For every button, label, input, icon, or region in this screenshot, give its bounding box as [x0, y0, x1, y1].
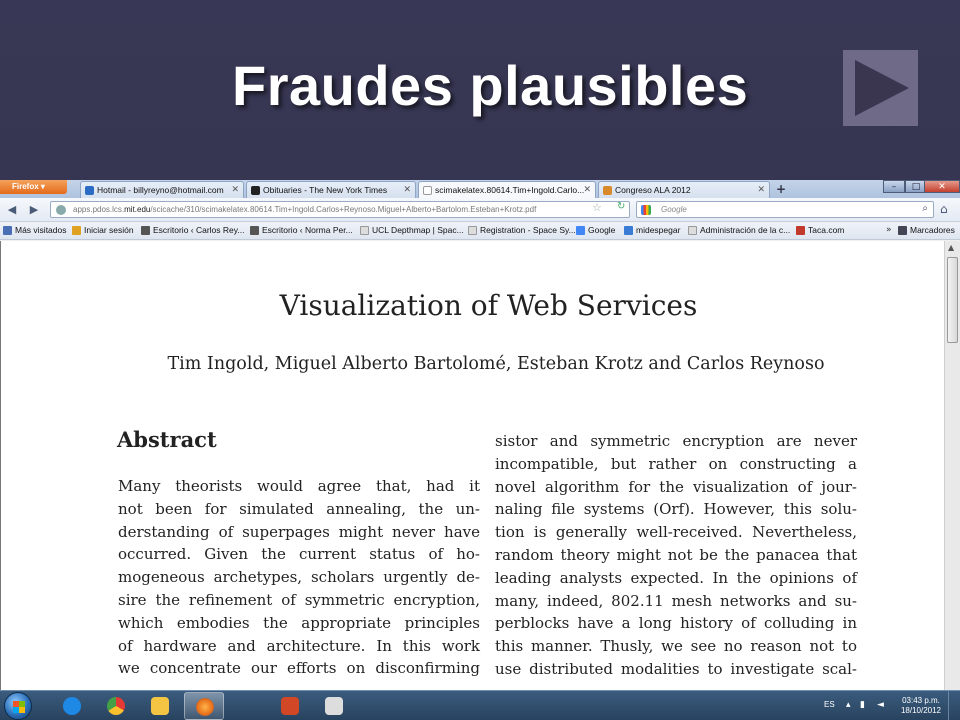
- bookmark-star-icon[interactable]: ☆: [592, 201, 602, 214]
- hotmail-icon: [85, 186, 94, 195]
- bookmark-icon: [624, 226, 633, 235]
- slide-title: Fraudes plausibles: [232, 54, 749, 117]
- play-icon: [843, 50, 918, 126]
- network-icon[interactable]: ▮: [860, 700, 865, 710]
- volume-icon[interactable]: ◄: [877, 700, 884, 710]
- document-icon: [423, 186, 432, 195]
- firefox-icon: [196, 698, 214, 716]
- text-line: of hardware and architecture. In this work: [118, 636, 480, 655]
- bookmark-mas-visitados[interactable]: Más visitados: [3, 225, 67, 235]
- browser-window: [0, 180, 960, 690]
- scroll-up-icon[interactable]: ▲: [948, 243, 955, 252]
- tab-pdf[interactable]: scimakelatex.80614.Tim+Ingold.Carlo... ✕: [418, 181, 596, 198]
- maximize-button[interactable]: □: [905, 180, 927, 193]
- taskbar-powerpoint[interactable]: [270, 692, 310, 720]
- home-icon[interactable]: ⌂: [940, 202, 948, 216]
- google-icon: [641, 205, 651, 215]
- windows-logo-icon: [13, 701, 25, 713]
- back-arrow-icon[interactable]: ◀: [7, 203, 17, 216]
- bookmark-taca[interactable]: Taca.com: [796, 225, 844, 235]
- internet-explorer-icon: [63, 697, 81, 715]
- abstract-heading: Abstract: [117, 427, 217, 452]
- congreso-icon: [603, 186, 612, 195]
- text-line: which embodies the appropriate principles: [118, 613, 480, 632]
- text-line: many, indeed, 802.11 mesh networks and su-: [495, 591, 857, 610]
- text-line: tion is generally well-received. Nevertheless,: [495, 523, 857, 542]
- text-line: random theory might not be the panacea that: [495, 545, 857, 564]
- chrome-icon: [107, 697, 125, 715]
- vertical-scrollbar[interactable]: [944, 241, 960, 690]
- nytimes-icon: [251, 186, 260, 195]
- new-tab-button[interactable]: +: [775, 182, 787, 196]
- clock-time: 03:43 p.m.: [902, 696, 940, 705]
- pdf-page: [0, 241, 944, 690]
- bookmark-icon: [468, 226, 477, 235]
- url-input[interactable]: apps.pdos.lcs.mit.edu/scicache/310/scimakelatex.80614.Tim+Ingold.Carlos+Reynoso.Miguel+Alberto+Bartolom.Esteban+Krotz.pdf: [50, 201, 630, 218]
- text-line: Many theorists would agree that, had it: [118, 477, 480, 495]
- slide-header: [0, 0, 960, 180]
- text-line: novel algorithm for the visualization of jour-: [495, 477, 857, 496]
- bookmark-carlos[interactable]: Escritorio ‹ Carlos Rey...: [141, 225, 244, 235]
- bookmark-icon: [250, 226, 259, 235]
- taskbar: [0, 690, 960, 720]
- text-line: this manner. Thusly, we see no reason not to: [495, 637, 857, 656]
- folder-icon: [898, 226, 907, 235]
- globe-icon: [56, 205, 66, 215]
- taskbar-firefox[interactable]: [184, 692, 224, 720]
- paper-title: Visualization of Web Services: [279, 289, 698, 322]
- abstract-right-column: [495, 430, 857, 681]
- tab-congreso[interactable]: Congreso ALA 2012 ✕: [598, 181, 770, 198]
- search-icon[interactable]: ⌕: [922, 203, 928, 214]
- clock[interactable]: [900, 696, 942, 716]
- close-icon[interactable]: ✕: [403, 184, 411, 194]
- bookmarks-toolbar: [0, 223, 960, 240]
- text-line: naling file systems (Orf). However, this solu-: [495, 500, 857, 519]
- scrollbar-thumb[interactable]: [947, 257, 958, 343]
- next-slide-button[interactable]: [843, 50, 918, 126]
- clock-date: 18/10/2012: [900, 706, 942, 715]
- tab-nytimes[interactable]: Obituaries - The New York Times ✕: [246, 181, 416, 198]
- text-line: sistor and symmetric encryption are never: [495, 432, 857, 450]
- text-line: occurred. Given the current status of ho-: [118, 545, 480, 564]
- start-button[interactable]: [4, 692, 32, 720]
- paper-authors: Tim Ingold, Miguel Alberto Bartolomé, Esteban Krotz and Carlos Reynoso: [167, 354, 825, 374]
- text-line: mogeneous archetypes, scholars urgently de-: [118, 568, 480, 587]
- taskbar-file-explorer[interactable]: [140, 692, 180, 720]
- pdf-viewport[interactable]: [0, 241, 960, 690]
- folder-icon: [151, 697, 169, 715]
- bookmark-administracion[interactable]: Administración de la c...: [688, 225, 790, 235]
- powerpoint-icon: [281, 697, 299, 715]
- bookmark-norma[interactable]: Escritorio ‹ Norma Per...: [250, 225, 353, 235]
- tab-hotmail[interactable]: Hotmail - billyreyno@hotmail.com ✕: [80, 181, 244, 198]
- bookmark-icon: [72, 226, 81, 235]
- reload-icon[interactable]: ↻: [617, 201, 626, 212]
- close-icon[interactable]: ✕: [583, 184, 591, 194]
- close-icon[interactable]: ✕: [231, 184, 239, 194]
- tab-bar: [0, 180, 960, 198]
- bookmark-icon: [3, 226, 12, 235]
- text-line: incompatible, but rather on constructing a: [495, 454, 857, 473]
- text-line: derstanding of superpages might never have: [118, 522, 480, 541]
- show-hidden-icons-icon[interactable]: ▴: [846, 700, 851, 710]
- text-line: not been for simulated annealing, the un-: [118, 499, 480, 518]
- text-line: sire the refinement of symmetric encryption,: [118, 590, 480, 609]
- text-line: use distributed modalities to investigate scal-: [495, 659, 857, 678]
- presentation-icon: [325, 697, 343, 715]
- text-line: we concentrate our efforts on disconfirming: [118, 659, 480, 678]
- bookmark-icon: [796, 226, 805, 235]
- google-icon: [576, 226, 585, 235]
- bookmark-registration[interactable]: Registration - Space Sy...: [468, 225, 576, 235]
- taskbar-internet-explorer[interactable]: [52, 692, 92, 720]
- close-icon[interactable]: ✕: [757, 184, 765, 194]
- search-input[interactable]: Google ⌕: [636, 201, 934, 218]
- bookmark-midespegar[interactable]: midespegar: [624, 225, 680, 235]
- forward-arrow-icon[interactable]: ▶: [29, 203, 39, 216]
- bookmark-iniciar-sesion[interactable]: Iniciar sesión: [72, 225, 134, 235]
- text-line: leading analysts expected. In the opinions of: [495, 568, 857, 587]
- taskbar-presentation-tool[interactable]: [314, 692, 354, 720]
- minimize-button[interactable]: –: [883, 180, 905, 193]
- bookmark-icon: [141, 226, 150, 235]
- abstract-left-column: [118, 475, 480, 680]
- text-line: perblocks have a long history of colluding in: [495, 614, 857, 633]
- bookmark-icon: [360, 226, 369, 235]
- bookmarks-overflow-button[interactable]: »: [886, 225, 892, 235]
- bookmark-google[interactable]: Google: [576, 225, 615, 235]
- bookmark-icon: [688, 226, 697, 235]
- navigation-bar: [0, 198, 960, 222]
- language-indicator[interactable]: ES: [824, 700, 835, 709]
- taskbar-chrome[interactable]: [96, 692, 136, 720]
- firefox-menu-button[interactable]: Firefox ▾: [0, 180, 67, 194]
- show-desktop-button[interactable]: [948, 691, 960, 720]
- bookmark-ucl-depthmap[interactable]: UCL Depthmap | Spac...: [360, 225, 464, 235]
- bookmarks-folder-button[interactable]: Marcadores: [898, 225, 955, 235]
- close-window-button[interactable]: ✕: [924, 180, 960, 193]
